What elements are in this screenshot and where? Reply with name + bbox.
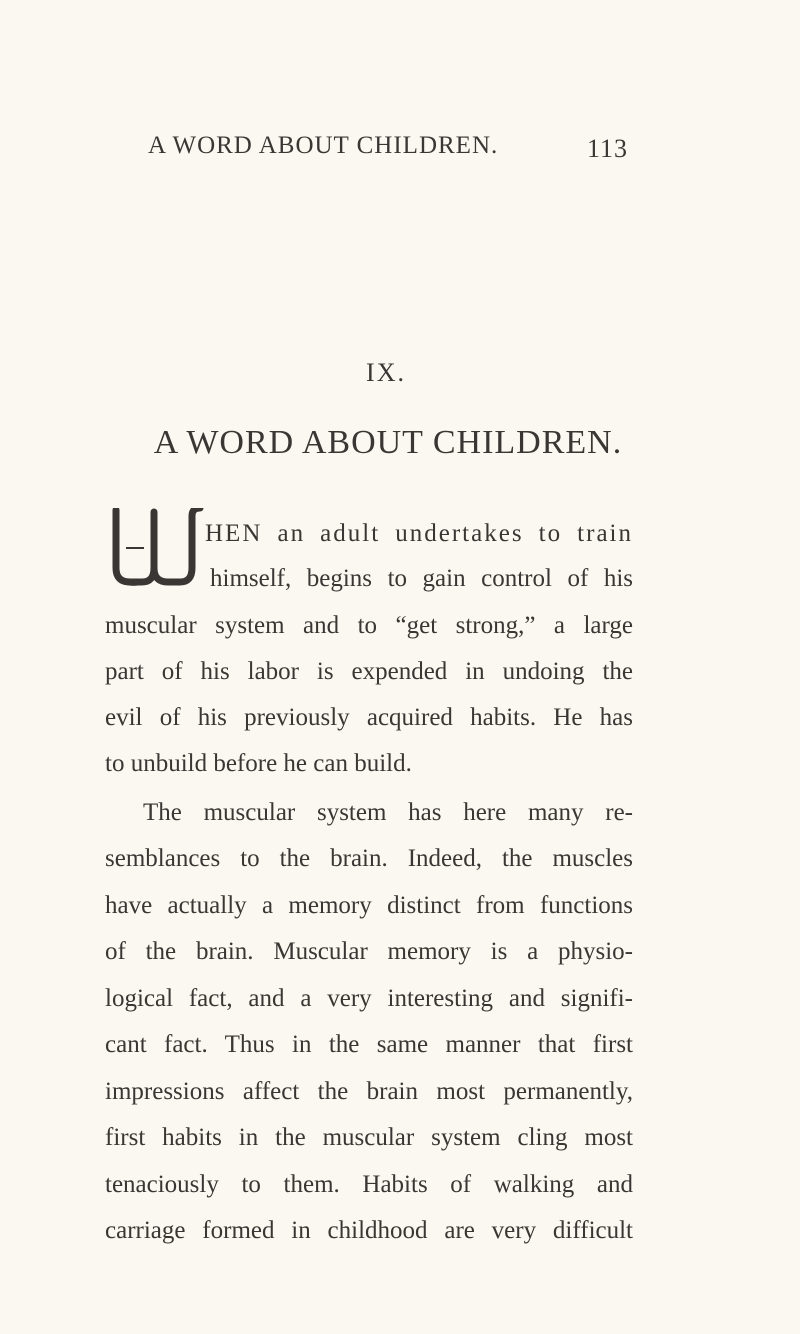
body-line-3: muscular system and to “get strong,” a large	[105, 612, 633, 639]
drop-cap-w	[108, 508, 212, 586]
body-line-7: The muscular system has here many re-	[143, 799, 633, 826]
drop-cap-w-glyph	[108, 508, 212, 586]
body-line-16: carriage formed in childhood are very difficult	[105, 1217, 633, 1244]
body-line-15: tenaciously to them. Habits of walking and	[105, 1171, 633, 1198]
body-line-1: HEN an adult undertakes to train	[205, 520, 633, 547]
page-number: 113	[587, 134, 629, 163]
body-line-14: first habits in the muscular system cling most	[105, 1124, 633, 1151]
chapter-title: A WORD ABOUT CHILDREN.	[153, 424, 623, 461]
running-header-title: A WORD ABOUT CHILDREN.	[148, 132, 499, 159]
body-line-2: himself, begins to gain control of his	[210, 565, 633, 592]
body-line-4: part of his labor is expended in undoing the	[105, 658, 633, 685]
body-line-8: semblances to the brain. Indeed, the muscles	[105, 845, 633, 872]
body-line-13: impressions affect the brain most permanently,	[105, 1078, 633, 1105]
body-line-6: to unbuild before he can build.	[105, 750, 412, 777]
chapter-number: IX.	[366, 358, 406, 387]
body-line-5: evil of his previously acquired habits. He has	[105, 704, 633, 731]
body-line-10: of the brain. Muscular memory is a physio-	[105, 938, 633, 965]
body-line-12: cant fact. Thus in the same manner that first	[105, 1031, 633, 1058]
body-line-11: logical fact, and a very interesting and signifi-	[105, 985, 633, 1012]
body-line-9: have actually a memory distinct from functions	[105, 892, 633, 919]
